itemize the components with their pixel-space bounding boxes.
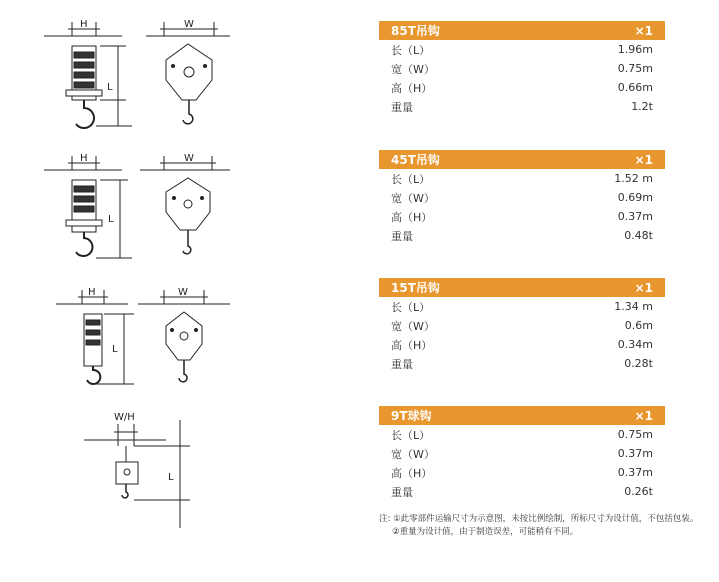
spec-title: 85T吊钩	[391, 24, 440, 38]
row-label: 长（L）	[391, 43, 431, 57]
dim-h-label: H	[80, 19, 88, 30]
row-value: 1.96m	[617, 43, 653, 56]
spec-title: 45T吊钩	[391, 153, 440, 167]
row-label: 重量	[391, 100, 413, 114]
row-label: 重量	[391, 229, 413, 243]
row-label: 宽（W）	[391, 62, 435, 76]
spec-row-length	[379, 169, 665, 188]
spec-row-height	[379, 207, 665, 226]
spec-title: 15T吊钩	[391, 281, 440, 295]
hook-15t-front-view	[138, 287, 230, 382]
dim-l-label: L	[107, 82, 113, 93]
row-value: 0.69m	[617, 191, 653, 204]
row-value: 1.52 m	[614, 172, 653, 185]
spec-row-height	[379, 463, 665, 482]
hook-85t-side-view	[44, 19, 132, 128]
spec-header	[379, 21, 665, 40]
footnote-2: ②重量为设计值，由于制造误差，可能稍有不同。	[392, 527, 579, 537]
spec-header	[379, 150, 665, 169]
row-label: 重量	[391, 485, 413, 499]
row-label: 高（H）	[391, 466, 433, 480]
footnote-1: 注: ①此零部件运输尺寸为示意图，未按比例绘制，所标尺寸为设计值，不包括包装。	[379, 514, 699, 524]
dim-h-label: H	[88, 287, 96, 298]
row-value: 1.2t	[631, 100, 653, 113]
row-value: 0.34m	[617, 338, 653, 351]
spec-table-15t	[379, 278, 665, 373]
spec-row-weight	[379, 97, 665, 116]
spec-qty: ×1	[634, 280, 653, 295]
dim-h-label: H	[80, 153, 88, 164]
row-label: 高（H）	[391, 81, 433, 95]
spec-row-weight	[379, 482, 665, 501]
spec-row-width	[379, 444, 665, 463]
spec-row-width	[379, 59, 665, 78]
footnotes	[379, 513, 698, 539]
dim-l-label: L	[112, 344, 118, 355]
dim-l-label: L	[108, 214, 114, 225]
row-value: 0.75m	[617, 62, 653, 75]
row-label: 长（L）	[391, 428, 431, 442]
spec-row-length	[379, 297, 665, 316]
row-value: 0.66m	[617, 81, 653, 94]
spec-row-length	[379, 40, 665, 59]
spec-table-45t	[379, 150, 665, 245]
row-label: 高（H）	[391, 210, 433, 224]
ball-hook-9t-view	[84, 412, 190, 528]
spec-qty: ×1	[634, 23, 653, 38]
spec-qty: ×1	[634, 408, 653, 423]
row-label: 长（L）	[391, 300, 431, 314]
row-label: 高（H）	[391, 338, 433, 352]
dim-w-label: W	[178, 287, 188, 298]
spec-table-85t	[379, 21, 665, 116]
hook-45t-side-view	[44, 153, 132, 258]
row-value: 0.48t	[624, 229, 653, 242]
row-label: 宽（W）	[391, 447, 435, 461]
spec-table-9t	[379, 406, 665, 501]
spec-header	[379, 278, 665, 297]
dim-w-label: W	[184, 19, 194, 30]
row-label: 宽（W）	[391, 319, 435, 333]
dim-l-label: L	[168, 472, 174, 483]
hook-85t-front-view	[146, 19, 230, 124]
spec-row-height	[379, 78, 665, 97]
row-label: 重量	[391, 357, 413, 371]
row-label: 宽（W）	[391, 191, 435, 205]
row-value: 0.26t	[624, 485, 653, 498]
spec-header	[379, 406, 665, 425]
spec-title: 9T球钩	[391, 409, 432, 423]
row-value: 0.75m	[617, 428, 653, 441]
row-value: 0.28t	[624, 357, 653, 370]
row-value: 0.37m	[617, 466, 653, 479]
row-value: 0.37m	[617, 447, 653, 460]
row-value: 0.37m	[617, 210, 653, 223]
row-value: 0.6m	[624, 319, 653, 332]
spec-row-weight	[379, 226, 665, 245]
spec-row-length	[379, 425, 665, 444]
spec-qty: ×1	[634, 152, 653, 167]
spec-row-width	[379, 316, 665, 335]
dim-wh-label: W/H	[114, 412, 135, 423]
spec-row-weight	[379, 354, 665, 373]
row-value: 1.34 m	[614, 300, 653, 313]
row-label: 长（L）	[391, 172, 431, 186]
hook-15t-side-view	[56, 287, 134, 384]
hook-45t-front-view	[140, 153, 230, 254]
spec-row-height	[379, 335, 665, 354]
spec-row-width	[379, 188, 665, 207]
dim-w-label: W	[184, 153, 194, 164]
